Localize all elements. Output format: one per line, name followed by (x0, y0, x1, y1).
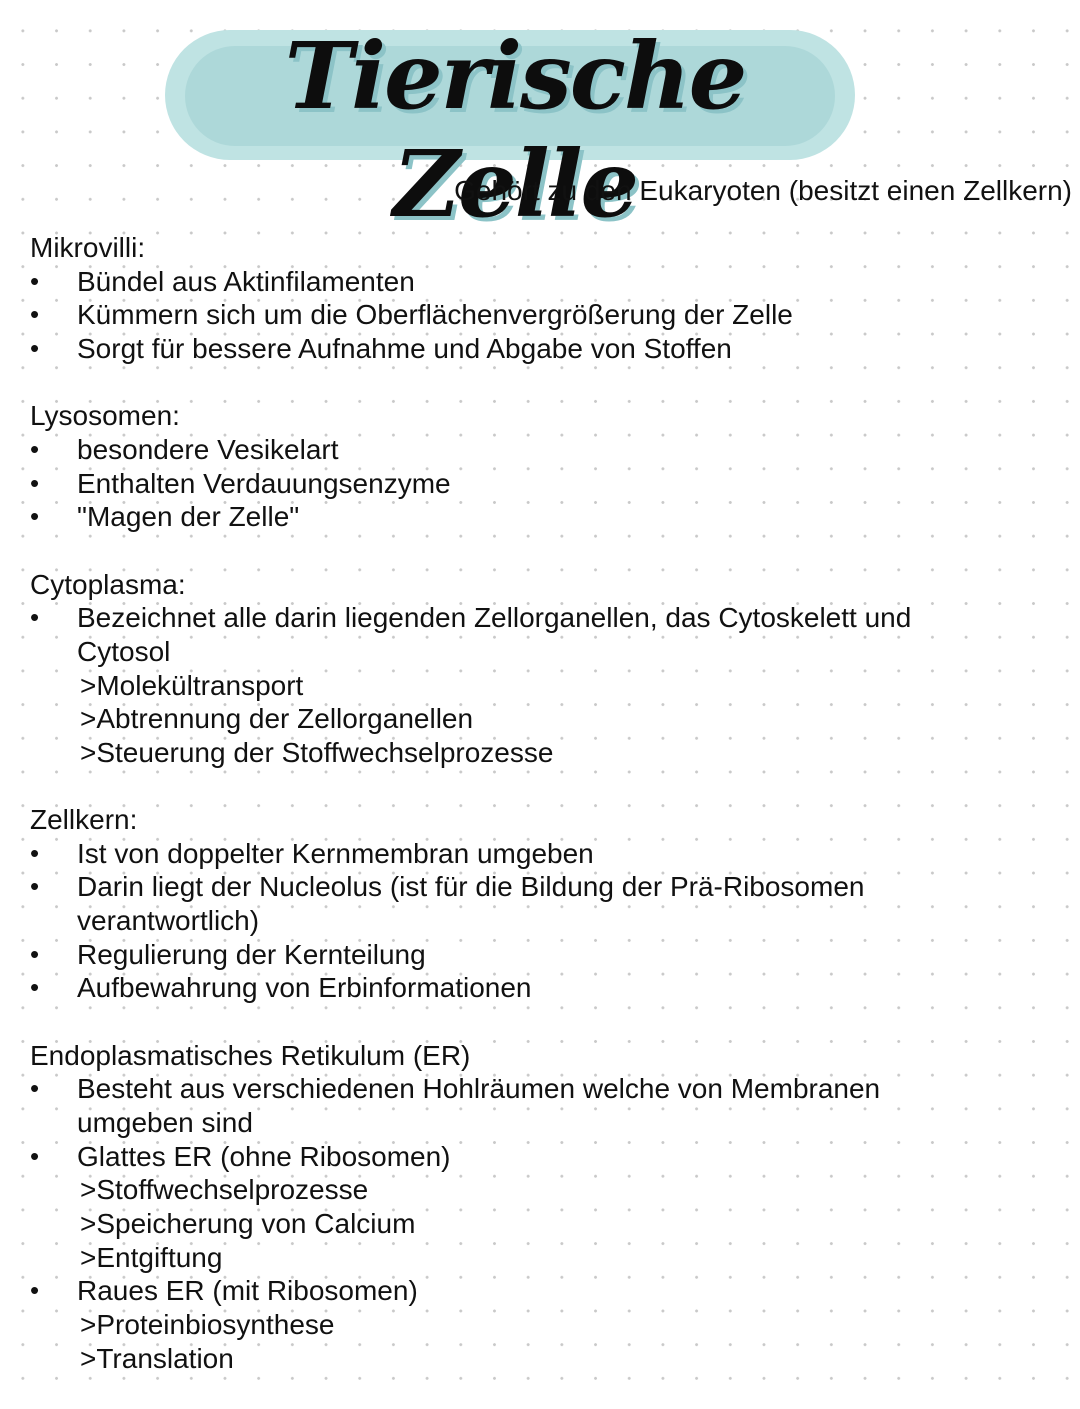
bullet-item: • besondere Vesikelart (30, 433, 1070, 467)
sub-item: >Steuerung der Stoffwechselprozesse (80, 736, 554, 768)
section-heading: Zellkern: (30, 804, 138, 836)
section-heading: Lysosomen: (30, 400, 180, 432)
bullet-continuation: verantwortlich) (77, 905, 260, 937)
sub-item: >Translation (80, 1342, 234, 1374)
section-heading: Endoplasmatisches Retikulum (ER) (30, 1039, 471, 1071)
sub-item: >Proteinbiosynthese (80, 1308, 335, 1340)
section (30, 803, 1070, 1005)
notes-content (30, 231, 1070, 1409)
bullet-item: • Darin liegt der Nucleolus (ist für die Bildung der Prä-Ribosomen (30, 870, 1070, 904)
section-heading: Mikrovilli: (30, 232, 146, 263)
sub-item: >Entgiftung (80, 1241, 223, 1273)
sub-item: >Abtrennung der Zellorganellen (80, 703, 474, 735)
section (30, 399, 1070, 534)
bullet-item: • Bündel aus Aktinfilamenten (30, 265, 1070, 299)
bullet-item: • "Magen der Zelle" (30, 500, 1070, 534)
bullet-item: • Kümmern sich um die Oberflächenvergrößerung der Zelle (30, 298, 1070, 332)
sub-item: >Molekültransport (80, 669, 304, 701)
section (30, 568, 1070, 770)
subtitle: Gehört zu den Eukaryoten (besitzt einen Zellkern) (454, 175, 1072, 206)
sub-item: >Speicherung von Calcium (80, 1207, 416, 1239)
bullet-item: • Ist von doppelter Kernmembran umgeben (30, 837, 1070, 871)
section (30, 1039, 1070, 1376)
bullet-item: • Regulierung der Kernteilung (30, 938, 1070, 972)
section-heading: Cytoplasma: (30, 568, 186, 600)
bullet-item: • Besteht aus verschiedenen Hohlräumen welche von Membranen (30, 1072, 1070, 1106)
sub-item: >Stoffwechselprozesse (80, 1174, 369, 1206)
bullet-item: • Sorgt für bessere Aufnahme und Abgabe von Stoffen (30, 332, 1070, 366)
bullet-item: • Raues ER (mit Ribosomen) (30, 1274, 1070, 1308)
bullet-item: • Aufbewahrung von Erbinformationen (30, 971, 1070, 1005)
bullet-item: • Glattes ER (ohne Ribosomen) (30, 1140, 1070, 1174)
bullet-continuation: Cytosol (77, 635, 171, 667)
section (30, 231, 1070, 366)
bullet-item: • Bezeichnet alle darin liegenden Zellorganellen, das Cytoskelett und (30, 601, 1070, 635)
bullet-continuation: umgeben sind (77, 1107, 253, 1138)
page-title: Tierische Zelle (284, 22, 746, 238)
bullet-item: • Enthalten Verdauungsenzyme (30, 467, 1070, 501)
